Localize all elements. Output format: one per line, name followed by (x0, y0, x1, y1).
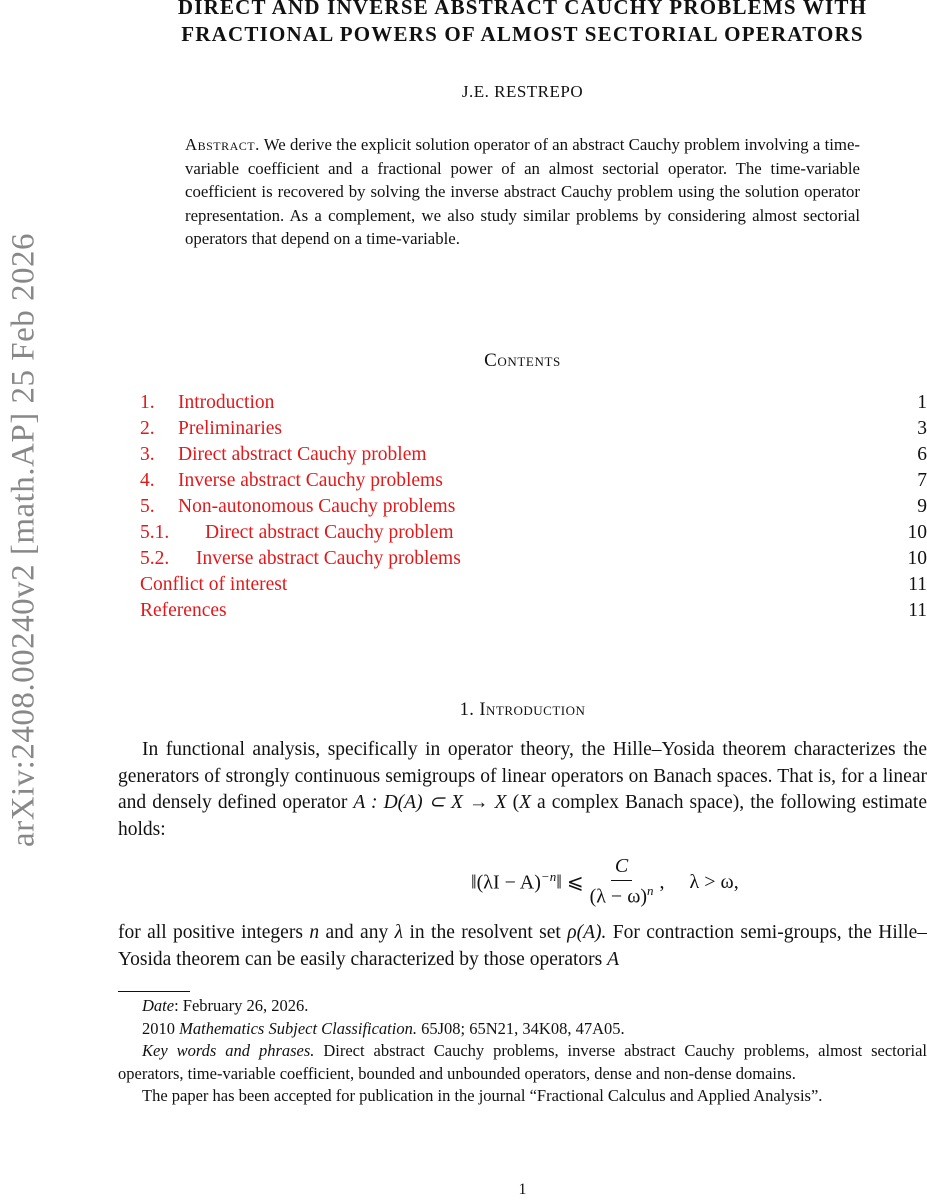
abstract-label: Abstract. (185, 135, 260, 154)
toc-page: 3 (917, 418, 927, 439)
text-run: In functional analysis, specifically in operator theory, the Hille–Yosida theorem characterizes the generators of strongly continuous semigroups of linear operators on Banach spaces. That is, for a linear and densely defined operator (118, 739, 927, 813)
toc-link[interactable] (140, 574, 287, 596)
abstract (185, 133, 860, 251)
toc-link[interactable] (140, 522, 454, 544)
toc-number: 5.2. (140, 548, 170, 569)
toc-link[interactable] (140, 444, 427, 466)
toc-entry[interactable] (140, 598, 927, 624)
toc-page: 1 (917, 392, 927, 413)
toc-number: 5. (140, 496, 155, 517)
title-line-2: FRACTIONAL POWERS OF ALMOST SECTORIAL OPERATORS (181, 22, 864, 46)
toc-label: Direct abstract Cauchy problem (205, 522, 454, 543)
toc-label: Inverse abstract Cauchy problems (178, 470, 443, 491)
toc-page: 10 (907, 522, 927, 543)
toc-page: 10 (907, 548, 927, 569)
math-inline: A : D(A) ⊂ X → X (353, 792, 507, 813)
math-inline: A (607, 948, 620, 970)
paper-title (118, 0, 927, 48)
toc-number: 5.1. (140, 522, 170, 543)
display-equation (118, 852, 927, 912)
toc-number: 4. (140, 470, 155, 491)
math-inline: ρ(A). (567, 922, 607, 943)
toc-number: 3. (140, 444, 155, 465)
title-line-1: DIRECT AND INVERSE ABSTRACT CAUCHY PROBLEMS WITH (177, 0, 868, 19)
math-inline: n (309, 922, 320, 943)
section-number: 1. (459, 700, 475, 720)
eq-denominator: $(\lambda - \omega)^n$ (589, 883, 654, 908)
section-title: Introduction (479, 700, 586, 720)
text-run: For contraction semi-groups, the Hille–Yosida theorem can be easily characterized by those operators (118, 922, 927, 970)
intro-paragraph-1 (118, 737, 927, 843)
toc-label: Preliminaries (178, 418, 282, 439)
toc-page: 7 (917, 470, 927, 491)
toc-label: Introduction (178, 392, 275, 413)
arxiv-sidebar-stamp (2, 180, 46, 900)
toc-link[interactable] (140, 392, 274, 414)
section-heading-introduction (118, 700, 927, 721)
toc-entry[interactable] (140, 520, 927, 546)
table-of-contents (140, 390, 927, 624)
footnotes (118, 995, 927, 1108)
toc-entry[interactable] (140, 442, 927, 468)
eq-fraction (590, 855, 654, 909)
text-run: a complex Banach space), the following estimate holds: (118, 792, 927, 840)
author: J.E. RESTREPO (461, 82, 584, 101)
toc-link[interactable] (140, 418, 282, 440)
toc-page: 11 (908, 600, 927, 621)
math-inline: X (519, 792, 531, 813)
math-inline: λ (394, 922, 404, 943)
eq-condition: , λ > ω, (659, 870, 739, 893)
toc-entry[interactable] (140, 416, 927, 442)
footnote-msc: 2010 Mathematics Subject Classification. 65J08; 65N21, 34K08, 47A05. (142, 1018, 625, 1038)
footnote-publication-note: The paper has been accepted for publication in the journal “Fractional Calculus and Applied Analysis”. (142, 1086, 823, 1105)
intro-paragraph-2 (118, 920, 927, 973)
toc-link[interactable] (140, 548, 461, 570)
toc-link[interactable] (140, 496, 455, 518)
footnote-date: Date: February 26, 2026. (142, 996, 309, 1015)
toc-entry[interactable] (140, 546, 927, 572)
toc-entry[interactable] (140, 572, 927, 598)
toc-label: Non-autonomous Cauchy problems (178, 496, 456, 517)
text-run: for all positive integers (118, 922, 303, 943)
toc-label: Inverse abstract Cauchy problems (196, 548, 461, 569)
footnote-keywords: Key words and phrases. Direct abstract Cauchy problems, inverse abstract Cauchy problems, almost sectorial operators, time-variable coefficient, bounded and unbounded operators, dense and non-dense domains. (118, 1041, 927, 1083)
toc-page: 9 (917, 496, 927, 517)
toc-label: Conflict of interest (140, 574, 288, 595)
toc-page: 6 (917, 444, 927, 465)
toc-entry[interactable] (140, 390, 927, 416)
toc-entry[interactable] (140, 468, 927, 494)
toc-number: 1. (140, 392, 155, 413)
eq-numerator: C (611, 855, 632, 881)
text-run: ( (512, 792, 520, 813)
contents-heading: Contents (484, 350, 561, 371)
toc-number: 2. (140, 418, 155, 439)
footnote-rule (118, 991, 190, 992)
toc-link[interactable] (140, 470, 443, 492)
toc-entry[interactable] (140, 494, 927, 520)
toc-page: 11 (908, 574, 927, 595)
toc-link[interactable] (140, 600, 227, 622)
eq-lhs: ‖(λI − A)$^{-n}$‖ ⩽ (471, 869, 584, 894)
toc-label: Direct abstract Cauchy problem (178, 444, 427, 465)
toc-label: References (140, 600, 227, 621)
text-run: and any (325, 922, 389, 943)
arxiv-id: arXiv:2408.00240v2 [math.AP] 25 Feb 2026 (5, 233, 42, 847)
page-number: 1 (518, 1181, 527, 1198)
text-run: in the resolvent set (409, 922, 561, 943)
abstract-text: We derive the explicit solution operator of an abstract Cauchy problem involving a time-variable coefficient and a fractional power of an almost sectorial operator. The time-variable coefficient is recovered by solving the inverse abstract Cauchy problem using the solution operator representation. As a complement, we also study similar problems by considering almost sectorial operators that depend on a time-variable. (185, 135, 860, 248)
